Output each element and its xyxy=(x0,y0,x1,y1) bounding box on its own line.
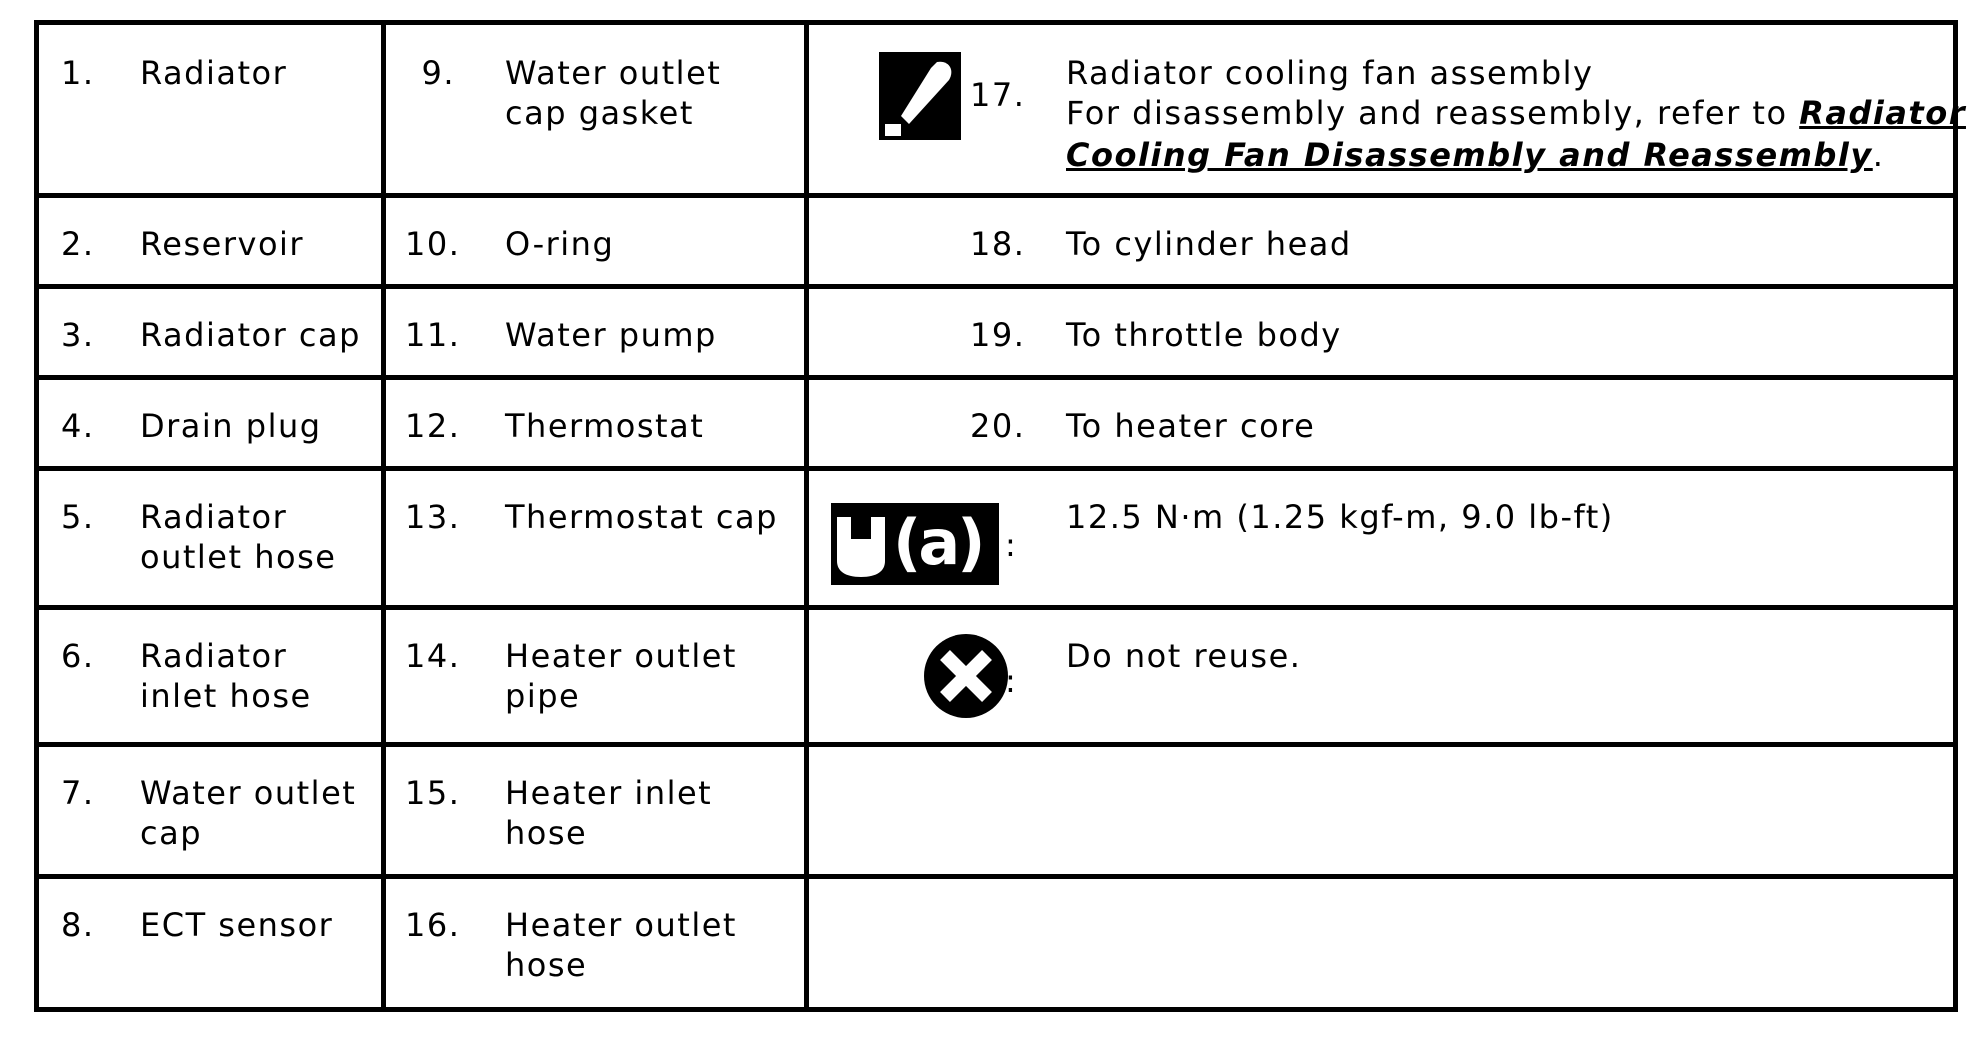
reference-note xyxy=(1066,93,1966,133)
item-label: Radiator xyxy=(140,637,288,675)
reference-prefix: For disassembly and reassembly, refer to xyxy=(1066,94,1800,132)
parts-legend-table xyxy=(34,20,1966,1012)
item-label: Heater inlet xyxy=(505,774,713,812)
reference-link[interactable]: Cooling Fan Disassembly and Reassembly xyxy=(1066,136,1873,174)
item-number: 19. xyxy=(970,316,1026,354)
do-not-reuse-icon xyxy=(923,633,1009,719)
torque-wrench-icon xyxy=(831,503,999,585)
item-number: 16. xyxy=(405,906,461,944)
item-label: Water pump xyxy=(505,316,717,354)
torque-label: (a) xyxy=(893,506,983,579)
row-divider xyxy=(39,375,1953,380)
item-label: To heater core xyxy=(1066,407,1316,445)
item-number: 20. xyxy=(970,407,1026,445)
item-number: 7. xyxy=(61,774,95,812)
item-label: Radiator xyxy=(140,498,288,536)
item-label: Reservoir xyxy=(140,225,305,263)
item-number: 5. xyxy=(61,498,95,536)
item-label: Water outlet xyxy=(505,54,722,92)
item-number: 2. xyxy=(61,225,95,263)
item-label: outlet hose xyxy=(140,538,337,576)
item-number: 10. xyxy=(405,225,461,263)
item-number: 15. xyxy=(405,774,461,812)
item-label: Drain plug xyxy=(140,407,322,445)
row-divider xyxy=(39,605,1953,610)
icon-colon: : xyxy=(1005,662,1018,700)
item-label: O-ring xyxy=(505,225,615,263)
item-label: cap xyxy=(140,814,203,852)
torque-spec: 12.5 N·m (1.25 kgf-m, 9.0 lb-ft) xyxy=(1066,498,1614,536)
item-label: Water outlet xyxy=(140,774,357,812)
item-label: inlet hose xyxy=(140,677,312,715)
item-number: 4. xyxy=(61,407,95,445)
reference-suffix: . xyxy=(1872,136,1885,174)
row-divider xyxy=(39,742,1953,747)
column-divider xyxy=(804,25,809,1007)
item-label: Do not reuse. xyxy=(1066,637,1302,675)
item-label: To cylinder head xyxy=(1066,225,1352,263)
item-number: 8. xyxy=(61,906,95,944)
item-label: Radiator xyxy=(140,54,288,92)
item-label: cap gasket xyxy=(505,94,694,132)
item-number: 9. xyxy=(421,54,455,92)
column-divider xyxy=(381,25,386,1007)
reference-note xyxy=(1066,135,1884,175)
item-label: Heater outlet xyxy=(505,637,737,675)
item-label: Thermostat xyxy=(505,407,705,445)
row-divider xyxy=(39,874,1953,879)
item-label: To throttle body xyxy=(1066,316,1342,354)
reference-link[interactable]: Radiator xyxy=(1799,94,1966,132)
item-label: ECT sensor xyxy=(140,906,334,944)
item-number: 13. xyxy=(405,498,461,536)
item-number: 1. xyxy=(61,54,95,92)
item-number: 18. xyxy=(970,225,1026,263)
item-label: Heater outlet xyxy=(505,906,737,944)
icon-colon: : xyxy=(1005,526,1018,564)
item-label: pipe xyxy=(505,677,581,715)
item-label: hose xyxy=(505,946,588,984)
item-label: hose xyxy=(505,814,588,852)
item-number: 17. xyxy=(970,76,1026,114)
item-label: Radiator cap xyxy=(140,316,361,354)
item-number: 6. xyxy=(61,637,95,675)
item-label: Radiator cooling fan assembly xyxy=(1066,54,1594,92)
item-number: 3. xyxy=(61,316,95,354)
item-label: Thermostat cap xyxy=(505,498,778,536)
row-divider xyxy=(39,284,1953,289)
item-number: 12. xyxy=(405,407,461,445)
row-divider xyxy=(39,466,1953,471)
item-number: 11. xyxy=(405,316,461,354)
row-divider xyxy=(39,193,1953,198)
item-number: 14. xyxy=(405,637,461,675)
replacement-part-icon xyxy=(879,52,961,140)
